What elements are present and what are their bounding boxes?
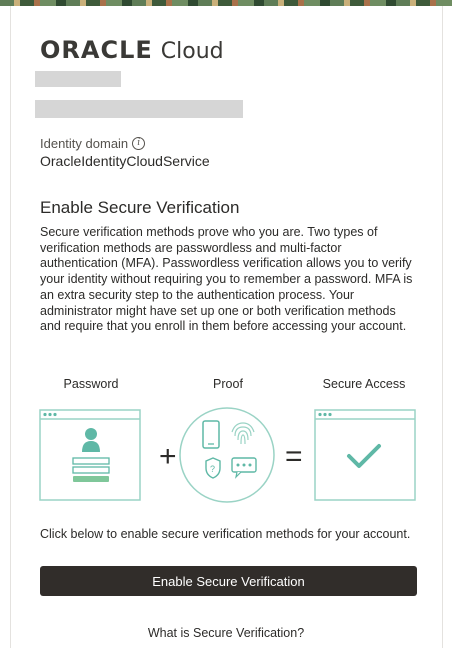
- shield-icon: [206, 458, 220, 478]
- page-title: Enable Secure Verification: [40, 198, 240, 217]
- what-is-secure-verification-link[interactable]: What is Secure Verification?: [147, 626, 305, 640]
- identity-domain-label: [40, 136, 145, 151]
- logo-cloud-text: Cloud: [160, 39, 224, 64]
- redacted-email: [35, 100, 243, 118]
- section-description: Secure verification methods prove who you are. Two types of verification methods are passwordless and multi-factor authentication (MFA). Passwordless verification allows you to verify your identity without requiring you to remember a password. MFA is an extra security step to the authentication process. Your administrator might have set up one or both verification methods and require that you enroll in them before accessing your account.: [40, 225, 413, 334]
- proof-illustration: [180, 408, 274, 502]
- phone-icon: [203, 421, 219, 448]
- verification-diagram: [0, 396, 452, 506]
- proof-step-label: Proof: [213, 377, 243, 391]
- password-step-label: Password: [63, 377, 119, 391]
- secure-access-step-label: Secure Access: [322, 377, 406, 391]
- shield-question-mark: ?: [210, 464, 216, 474]
- identity-domain-label-text: Identity domain: [40, 136, 129, 151]
- enable-secure-verification-button[interactable]: Enable Secure Verification: [40, 566, 417, 596]
- logo-oracle-text: ORACLE: [40, 36, 153, 64]
- oracle-cloud-logo: [40, 36, 224, 66]
- secure-access-window-illustration: [315, 410, 415, 500]
- equals-sign: =: [285, 440, 303, 473]
- info-icon[interactable]: i: [132, 137, 145, 150]
- plus-sign: +: [159, 440, 177, 473]
- redacted-username: [35, 71, 121, 87]
- enable-instructions: Click below to enable secure verification methods for your account.: [40, 527, 411, 541]
- identity-domain-value: OracleIdentityCloudService: [40, 153, 210, 169]
- password-window-illustration: [40, 410, 140, 500]
